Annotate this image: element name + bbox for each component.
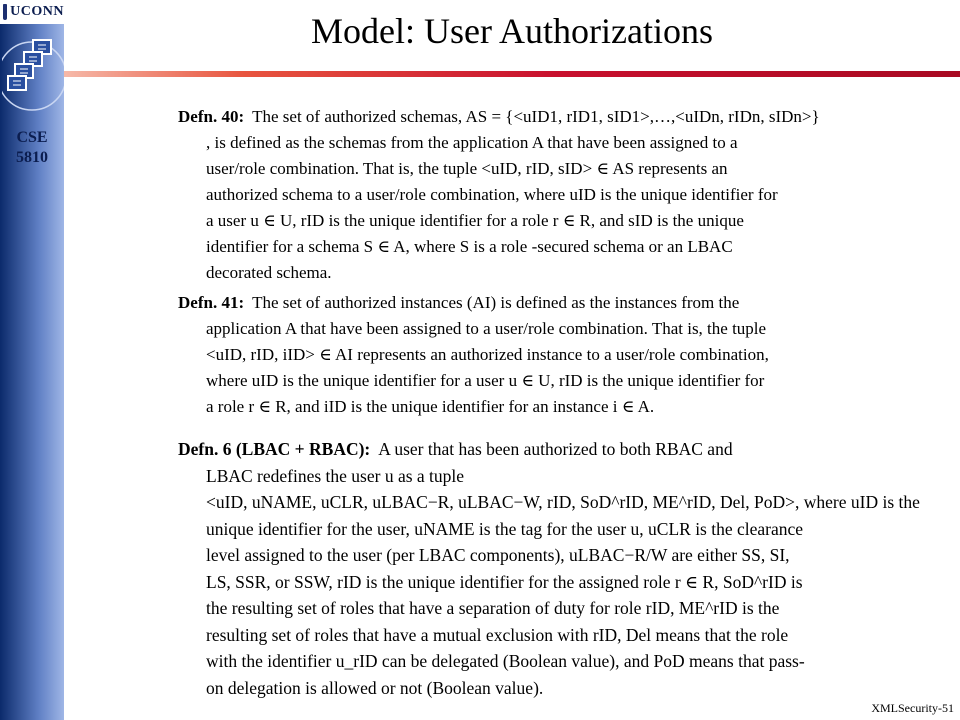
definition-line: application A that have been assigned to a user/role combination. That is, the tuple	[206, 319, 767, 338]
definition-line	[178, 290, 858, 316]
definition-line: <uID, uNAME, uCLR, uLBAC−R, uLBAC−W, rID, SoD^rID, ME^rID, Del, PoD>, where uID is the	[206, 492, 920, 512]
sidebar	[0, 0, 64, 720]
course-code: CSE	[16, 129, 48, 146]
university-logo	[0, 0, 64, 24]
definition-line: LBAC redefines the user u as a tuple	[206, 465, 465, 486]
definition-text: A user that has been authorized to both RBAC and	[378, 439, 733, 459]
definition-line: where uID is the unique identifier for a user u ∈ U, rID is the unique identifier for	[206, 371, 765, 390]
definition-line: unique identifier for the user, uNAME is the tag for the user u, uCLR is the clearance	[206, 518, 804, 539]
definition-line: a user u ∈ U, rID is the unique identifier for a role r ∈ R, and sID is the unique	[206, 211, 744, 230]
definition-line: LS, SSR, or SSW, rID is the unique identifier for the assigned role r ∈ R, SoD^rID is	[206, 571, 803, 592]
definition-label: Defn. 40:	[178, 107, 245, 126]
definition-line	[178, 104, 858, 130]
definition-40	[178, 104, 858, 286]
definition-line: decorated schema.	[206, 263, 332, 282]
definition-line: user/role combination. That is, the tuple <uID, rID, sID> ∈ AS represents an	[206, 159, 728, 178]
slide-title: Model: User Authorizations	[311, 11, 713, 51]
definition-line: a role r ∈ R, and iID is the unique identifier for an instance i ∈ A.	[206, 397, 655, 416]
definition-line: with the identifier u_rID can be delegated (Boolean value), and PoD means that pass-	[206, 651, 805, 671]
logo-text: UCONN	[10, 4, 64, 19]
seal-icon	[3, 4, 7, 20]
definition-line: on delegation is allowed or not (Boolean value).	[206, 677, 544, 698]
definition-41	[178, 290, 858, 420]
definition-line: authorized schema to a user/role combination, where uID is the unique identifier for	[206, 185, 778, 204]
definition-label: Defn. 6 (LBAC + RBAC):	[178, 439, 371, 459]
title-underline	[64, 71, 960, 77]
course-number: 5810	[16, 149, 48, 166]
slide-footer: XMLSecurity-51	[871, 701, 954, 715]
definition-line: <uID, rID, iID> ∈ AI represents an authorized instance to a user/role combination,	[206, 345, 769, 364]
department-emblem-icon	[2, 24, 66, 122]
definition-line: identifier for a schema S ∈ A, where S is a role -secured schema or an LBAC	[206, 237, 733, 256]
slide-content	[178, 104, 920, 705]
definition-6	[178, 436, 920, 701]
definition-line: resulting set of roles that have a mutual exclusion with rID, Del means that the role	[206, 624, 789, 645]
definition-label: Defn. 41:	[178, 293, 245, 312]
definition-text: The set of authorized schemas, AS = {<uID1, rID1, sID1>,…,<uIDn, rIDn, sIDn>}	[252, 107, 820, 126]
course-label	[0, 128, 64, 168]
definition-line: level assigned to the user (per LBAC components), uLBAC−R/W are either SS, SI,	[206, 545, 790, 565]
definition-line: , is defined as the schemas from the application A that have been assigned to a	[206, 133, 738, 152]
definition-line	[178, 436, 858, 463]
definition-text: The set of authorized instances (AI) is defined as the instances from the	[252, 293, 740, 312]
definition-line: the resulting set of roles that have a separation of duty for role rID, ME^rID is the	[206, 598, 780, 618]
